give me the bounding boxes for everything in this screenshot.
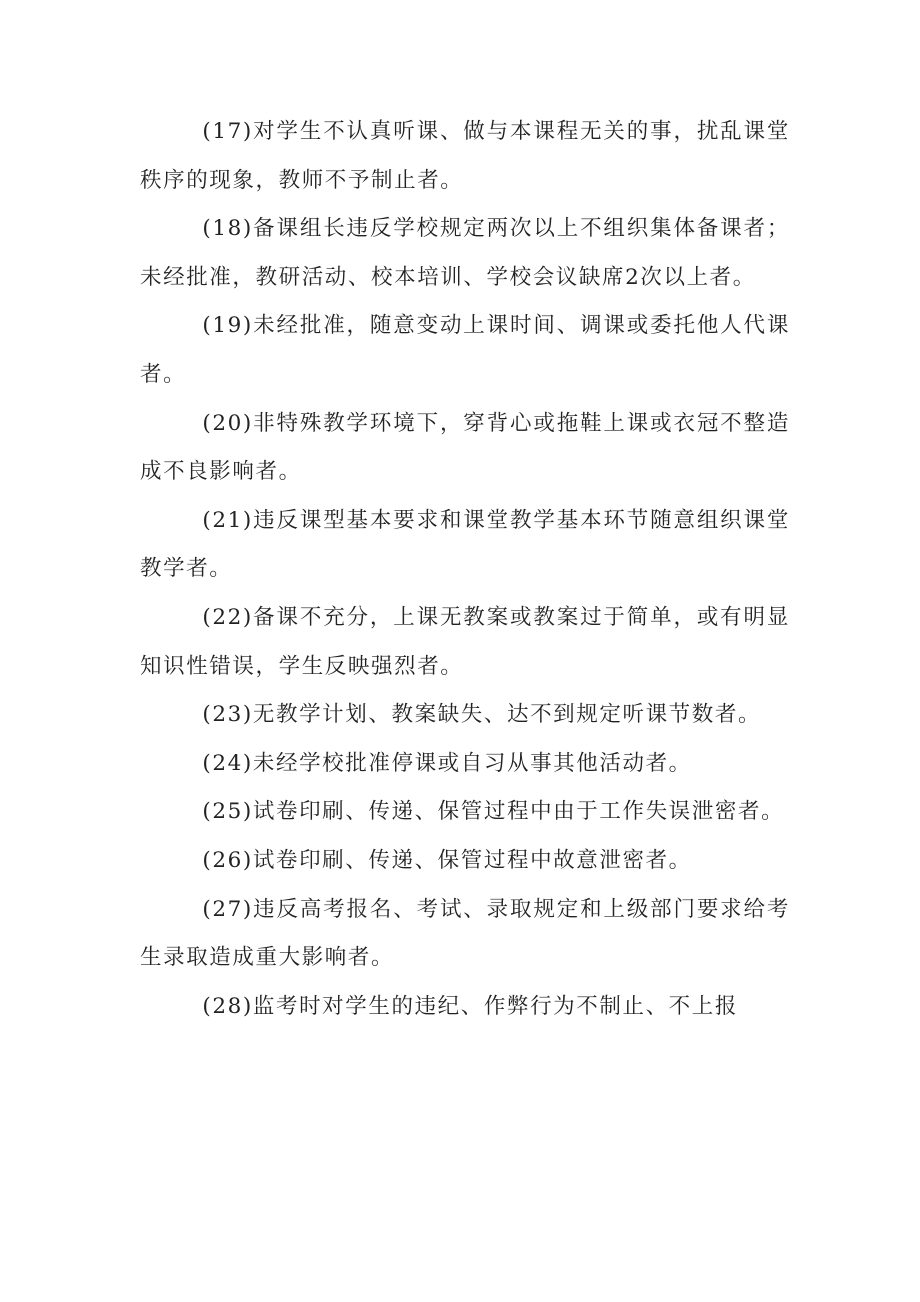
paragraph-18: (18)备课组长违反学校规定两次以上不组织集体备课者；未经批准，教研活动、校本培训、学校会议缺席2次以上者。 — [140, 216, 790, 290]
paragraph-17: (17)对学生不认真听课、做与本课程无关的事，扰乱课堂秩序的现象，教师不予制止者。 — [140, 119, 790, 193]
paragraph-26: (26)试卷印刷、传递、保管过程中故意泄密者。 — [202, 847, 692, 873]
paragraph-27: (27)违反高考报名、考试、录取规定和上级部门要求给考生录取造成重大影响者。 — [140, 896, 790, 971]
paragraph-21: (21)违反课型基本要求和课堂教学基本环节随意组织课堂教学者。 — [140, 507, 790, 582]
paragraph-28: (28)监考时对学生的违纪、作弊行为不制止、不上报 — [202, 993, 738, 1019]
document-body — [140, 108, 790, 1031]
paragraph-25: (25)试卷印刷、传递、保管过程中由于工作失误泄密者。 — [202, 799, 785, 825]
paragraph-20: (20)非特殊教学环境下，穿背心或拖鞋上课或衣冠不整造成不良影响者。 — [140, 410, 790, 485]
paragraph-22: (22)备课不充分，上课无教案或教案过于简单，或有明显知识性错误，学生反映强烈者。 — [140, 604, 790, 679]
paragraph-19: (19)未经批准，随意变动上课时间、调课或委托他人代课者。 — [140, 313, 790, 387]
paragraph-23: (23)无教学计划、教案缺失、达不到规定听课节数者。 — [202, 702, 762, 728]
paragraph-24: (24)未经学校批准停课或自习从事其他活动者。 — [202, 750, 692, 776]
